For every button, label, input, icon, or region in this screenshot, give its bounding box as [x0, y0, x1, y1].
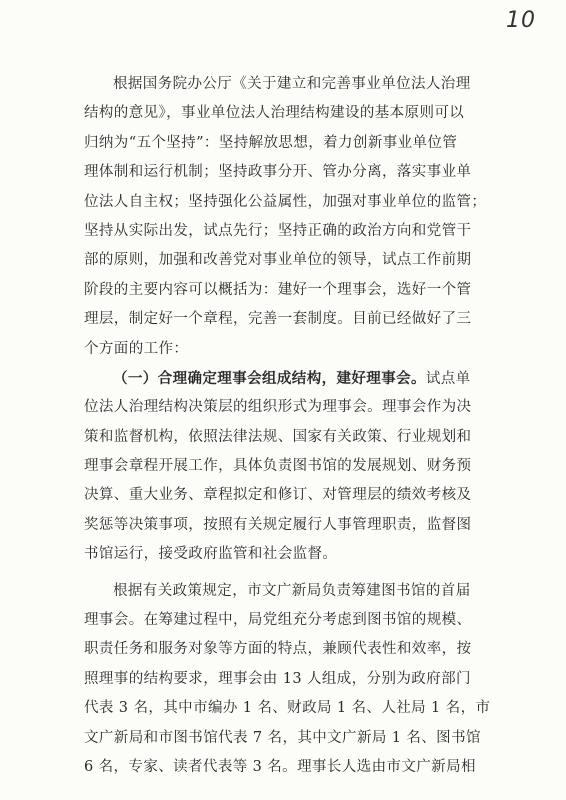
paragraph-board-structure: [84, 364, 494, 570]
text-line: 位法人自主权；坚持强化公益属性，加强对事业单位的监管；: [84, 193, 487, 210]
text-line: 部的原则，加强和改善党对事业单位的领导，试点工作前期: [84, 252, 472, 269]
text-line: 策和监督机构，依照法律法规、国家有关政策、行业规划和: [84, 428, 472, 445]
text-line: 理层，制定好一个章程，完善一套制度。目前已经做好了三: [84, 311, 472, 328]
text-line: 理事会。在筹建过程中，局党组充分考虑到图书馆的规模、: [84, 612, 472, 629]
text-line: 书馆运行，接受政府监管和社会监督。: [84, 546, 338, 563]
text-line: 理体制和运行机制；坚持政事分开、管办分离，落实事业单: [84, 164, 472, 181]
text-line: 照理事的结构要求，理事会由 13 人组成，分别为政府部门: [84, 670, 471, 687]
text-line: 结构的意见》，事业单位法人治理结构建设的基本原则可以: [84, 105, 465, 122]
text-line: 位法人治理结构决策层的组织形式为理事会。理事会作为决: [84, 399, 472, 416]
paragraph-board-formation: [84, 577, 494, 783]
heading-line-rest: 试点单: [425, 370, 471, 387]
text-line: 理事会章程开展工作，具体负责图书馆的发展规划、财务预: [84, 458, 472, 475]
text-line: 阶段的主要内容可以概括为：建好一个理事会，选好一个管: [84, 281, 472, 298]
text-line: 个方面的工作：: [84, 340, 189, 357]
text-line: 根据有关政策规定，市文广新局负责筹建图书馆的首届: [113, 582, 471, 599]
text-line: 文广新局和市图书馆代表 7 名，其中文广新局 1 名、图书馆: [84, 729, 481, 746]
text-line: [84, 364, 494, 393]
text-line: 奖惩等决策事项，按照有关规定履行人事管理职责，监督图: [84, 516, 472, 533]
section-heading: （一）合理确定理事会组成结构，建好理事会。: [113, 369, 426, 387]
text-line: 根据国务院办公厅《关于建立和完善事业单位法人治理: [113, 76, 471, 92]
text-line: 决算、重大业务、章程拟定和修订、对管理层的绩效考核及: [84, 487, 472, 504]
text-line: 职责任务和服务对象等方面的特点，兼顾代表性和效率，按: [84, 641, 472, 658]
page-number: 10: [506, 8, 536, 33]
text-line: 6 名，专家、读者代表等 3 名。理事长人选由市文广新局相: [84, 758, 476, 775]
text-line: 坚持从实际出发，试点先行；坚持正确的政治方向和党管干: [84, 222, 472, 239]
body-text: [84, 70, 494, 782]
paragraph-principles: [84, 70, 494, 364]
paragraph-gap: [84, 570, 494, 577]
text-line: 代表 3 名，其中市编办 1 名、财政局 1 名、人社局 1 名，市: [84, 700, 491, 717]
text-line: 归纳为“五个坚持”：坚持解放思想，着力创新事业单位管: [84, 134, 458, 151]
